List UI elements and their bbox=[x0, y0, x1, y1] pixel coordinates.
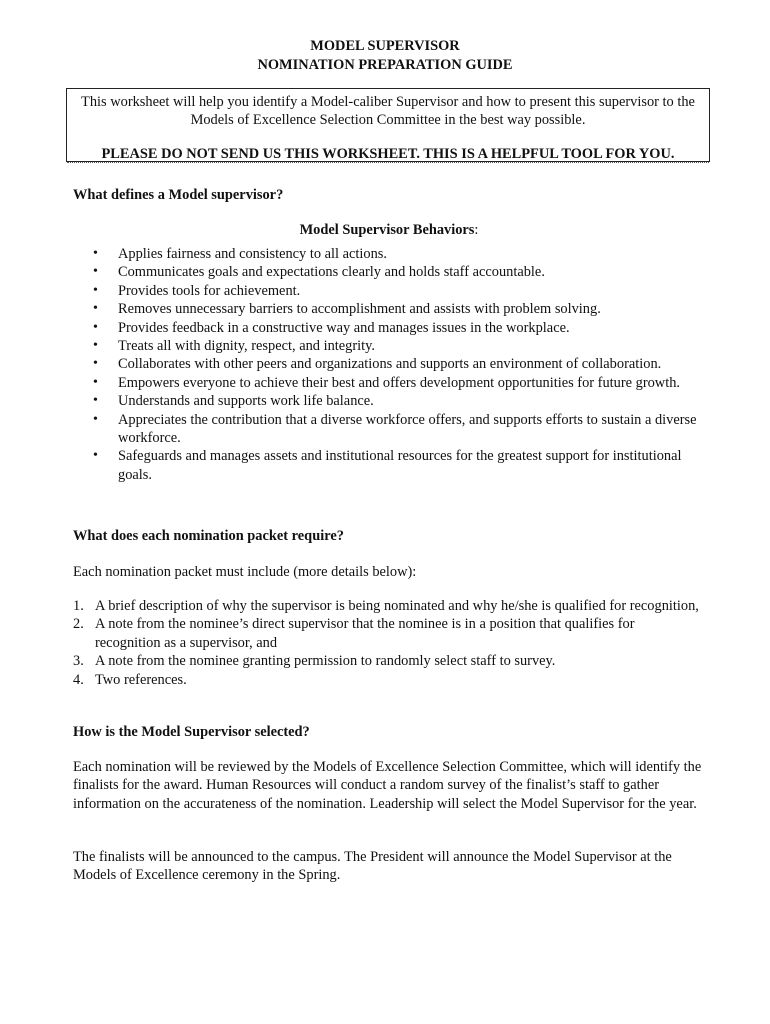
list-item-text: Appreciates the contribution that a diverse workforce offers, and supports efforts to sustain a diverse workforce. bbox=[118, 411, 697, 447]
list-item-text: Applies fairness and consistency to all actions. bbox=[118, 246, 387, 262]
behaviors-subheading-colon: : bbox=[474, 222, 479, 238]
document-title-line-2: NOMINATION PREPARATION GUIDE bbox=[257, 56, 513, 73]
list-item bbox=[73, 392, 703, 410]
list-item-text: Treats all with dignity, respect, and integrity. bbox=[118, 338, 375, 355]
bullet-icon: • bbox=[93, 338, 98, 354]
behaviors-subheading bbox=[0, 221, 770, 239]
list-item bbox=[73, 615, 703, 652]
list-item bbox=[73, 263, 703, 281]
list-item bbox=[73, 411, 703, 448]
list-item-text: Two references. bbox=[95, 671, 187, 688]
list-item-text: Collaborates with other peers and organizations and supports an environment of collaboration. bbox=[118, 356, 662, 373]
item-number: 2. bbox=[73, 616, 84, 633]
list-item bbox=[73, 319, 703, 337]
list-item-text: Empowers everyone to achieve their best and offers development opportunities for future growth. bbox=[118, 374, 680, 391]
list-item-text: Provides tools for achievement. bbox=[118, 282, 301, 299]
list-item bbox=[73, 355, 703, 373]
list-item-text: Safeguards and manages assets and institutional resources for the greatest support for institutional goals. bbox=[118, 448, 682, 483]
selection-paragraph-2: The finalists will be announced to the campus. The President will announce the Model Supervisor at the Models of Excellence ceremony in the Spring. bbox=[73, 849, 672, 884]
list-item-text: A brief description of why the supervisor is being nominated and why he/she is qualified for recognition, bbox=[95, 598, 699, 614]
list-item bbox=[73, 447, 703, 484]
list-item bbox=[73, 652, 703, 670]
bullet-icon: • bbox=[93, 246, 98, 261]
bullet-icon: • bbox=[93, 356, 98, 372]
intro-warning: PLEASE DO NOT SEND US THIS WORKSHEET. THIS IS A HELPFUL TOOL FOR YOU. bbox=[67, 146, 709, 163]
list-item-text: A note from the nominee’s direct supervisor that the nominee is in a position that qualifies for recognition as a supervisor, and bbox=[95, 616, 635, 651]
list-item-text: Removes unnecessary barriers to accomplishment and assists with problem solving. bbox=[118, 301, 601, 318]
selection-paragraph-1: Each nomination will be reviewed by the Models of Excellence Selection Committee, which will identify the finalists for the award. Human Resources will conduct a random survey of the finalist’s staff to gather information on the accurateness of the nomination. Leadership will select the Model Supervisor for the year. bbox=[73, 759, 702, 812]
behaviors-list bbox=[73, 245, 703, 484]
requirements-list bbox=[73, 597, 703, 689]
bullet-icon: • bbox=[93, 282, 98, 298]
document-title-line-1: MODEL SUPERVISOR bbox=[310, 38, 460, 54]
list-item bbox=[73, 282, 703, 300]
list-item-text: Communicates goals and expectations clearly and holds staff accountable. bbox=[118, 264, 545, 281]
item-number: 4. bbox=[73, 671, 84, 688]
bullet-icon: • bbox=[93, 301, 98, 317]
section-heading-requirements: What does each nomination packet require? bbox=[73, 528, 344, 544]
list-item bbox=[73, 300, 703, 318]
list-item bbox=[73, 245, 703, 263]
intro-text: This worksheet will help you identify a Model-caliber Supervisor and how to present this supervisor to the Models of Excellence Selection Committee in the best way possible. bbox=[81, 94, 695, 129]
bullet-icon: • bbox=[93, 411, 98, 427]
bullet-icon: • bbox=[93, 448, 98, 464]
requirements-intro: Each nomination packet must include (more details below): bbox=[73, 564, 417, 580]
bullet-icon: • bbox=[93, 393, 98, 409]
bullet-icon: • bbox=[93, 374, 98, 390]
section-heading-defines: What defines a Model supervisor? bbox=[73, 187, 284, 203]
list-item bbox=[73, 671, 703, 689]
list-item-text: A note from the nominee granting permission to randomly select staff to survey. bbox=[95, 653, 556, 670]
item-number: 3. bbox=[73, 653, 84, 670]
list-item-text: Understands and supports work life balance. bbox=[118, 393, 374, 410]
list-item-text: Provides feedback in a constructive way and manages issues in the workplace. bbox=[118, 319, 570, 336]
list-item bbox=[73, 374, 703, 392]
bullet-icon: • bbox=[93, 319, 98, 335]
list-item bbox=[73, 337, 703, 355]
intro-box bbox=[66, 88, 710, 162]
section-heading-selection: How is the Model Supervisor selected? bbox=[73, 724, 310, 740]
behaviors-subheading-text: Model Supervisor Behaviors bbox=[299, 222, 475, 238]
bullet-icon: • bbox=[93, 264, 98, 280]
item-number: 1. bbox=[73, 598, 84, 614]
list-item bbox=[73, 597, 703, 615]
